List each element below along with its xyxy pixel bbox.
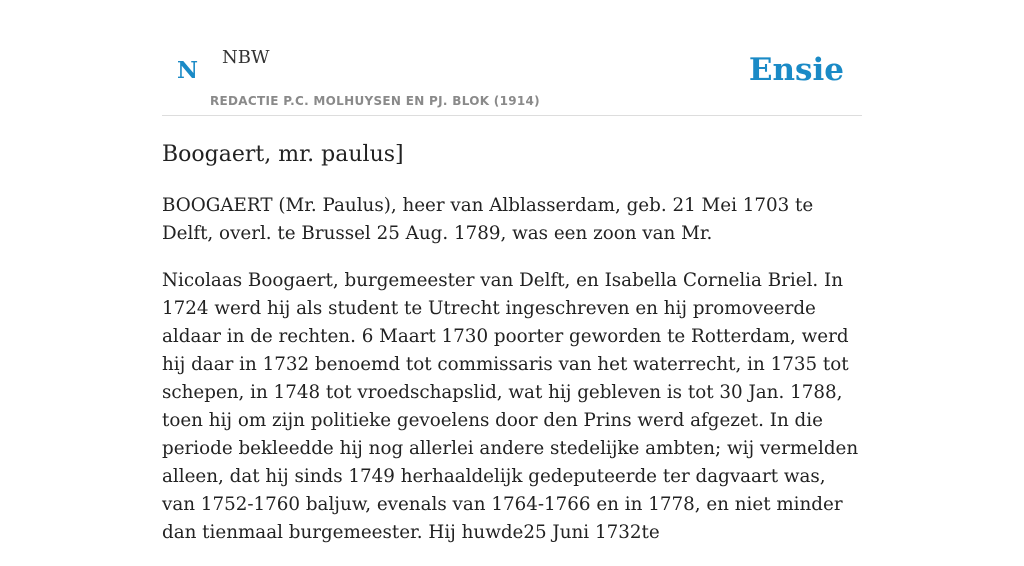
article-body	[162, 192, 862, 566]
ensie-logo-link[interactable]: Ensie	[748, 52, 844, 88]
source-header	[162, 40, 862, 116]
article-title: Boogaert, mr. paulus]	[162, 142, 404, 167]
article-paragraph-2: Nicolaas Boogaert, burgemeester van Delft, en Isabella Cornelia Briel. In 1724 werd hij als student te Utrecht ingeschreven en hij promoveerde aldaar in de rechten. 6 Maart 1730 poorter geworden te Rotterdam, werd hij daar in 1732 benoemd tot commissaris van het waterrecht, in 1735 tot schepen, in 1748 tot vroedschapslid, wat hij gebleven is tot 30 Jan. 1788, toen hij om zijn politieke gevoelens door den Prins werd afgezet. In die periode bekleedde hij nog allerlei andere stedelijke ambten; wij vermelden alleen, dat hij sinds 1749 herhaaldelijk gedeputeerde ter dagvaart was, van 1752-1760 baljuw, evenals van 1764-1766 en in 1778, en niet minder dan tienmaal burgemeester. Hij huwde25 Juni 1732te	[162, 270, 859, 543]
source-subtitle: REDACTIE P.C. MOLHUYSEN EN PJ. BLOK (1914)	[210, 94, 540, 108]
source-logo: N	[177, 57, 199, 84]
article-paragraph-1: BOOGAERT (Mr. Paulus), heer van Alblasserdam, geb. 21 Mei 1703 te Delft, overl. te Brussel 25 Aug. 1789, was een zoon van Mr.	[162, 195, 814, 244]
source-name[interactable]: NBW	[222, 47, 270, 68]
